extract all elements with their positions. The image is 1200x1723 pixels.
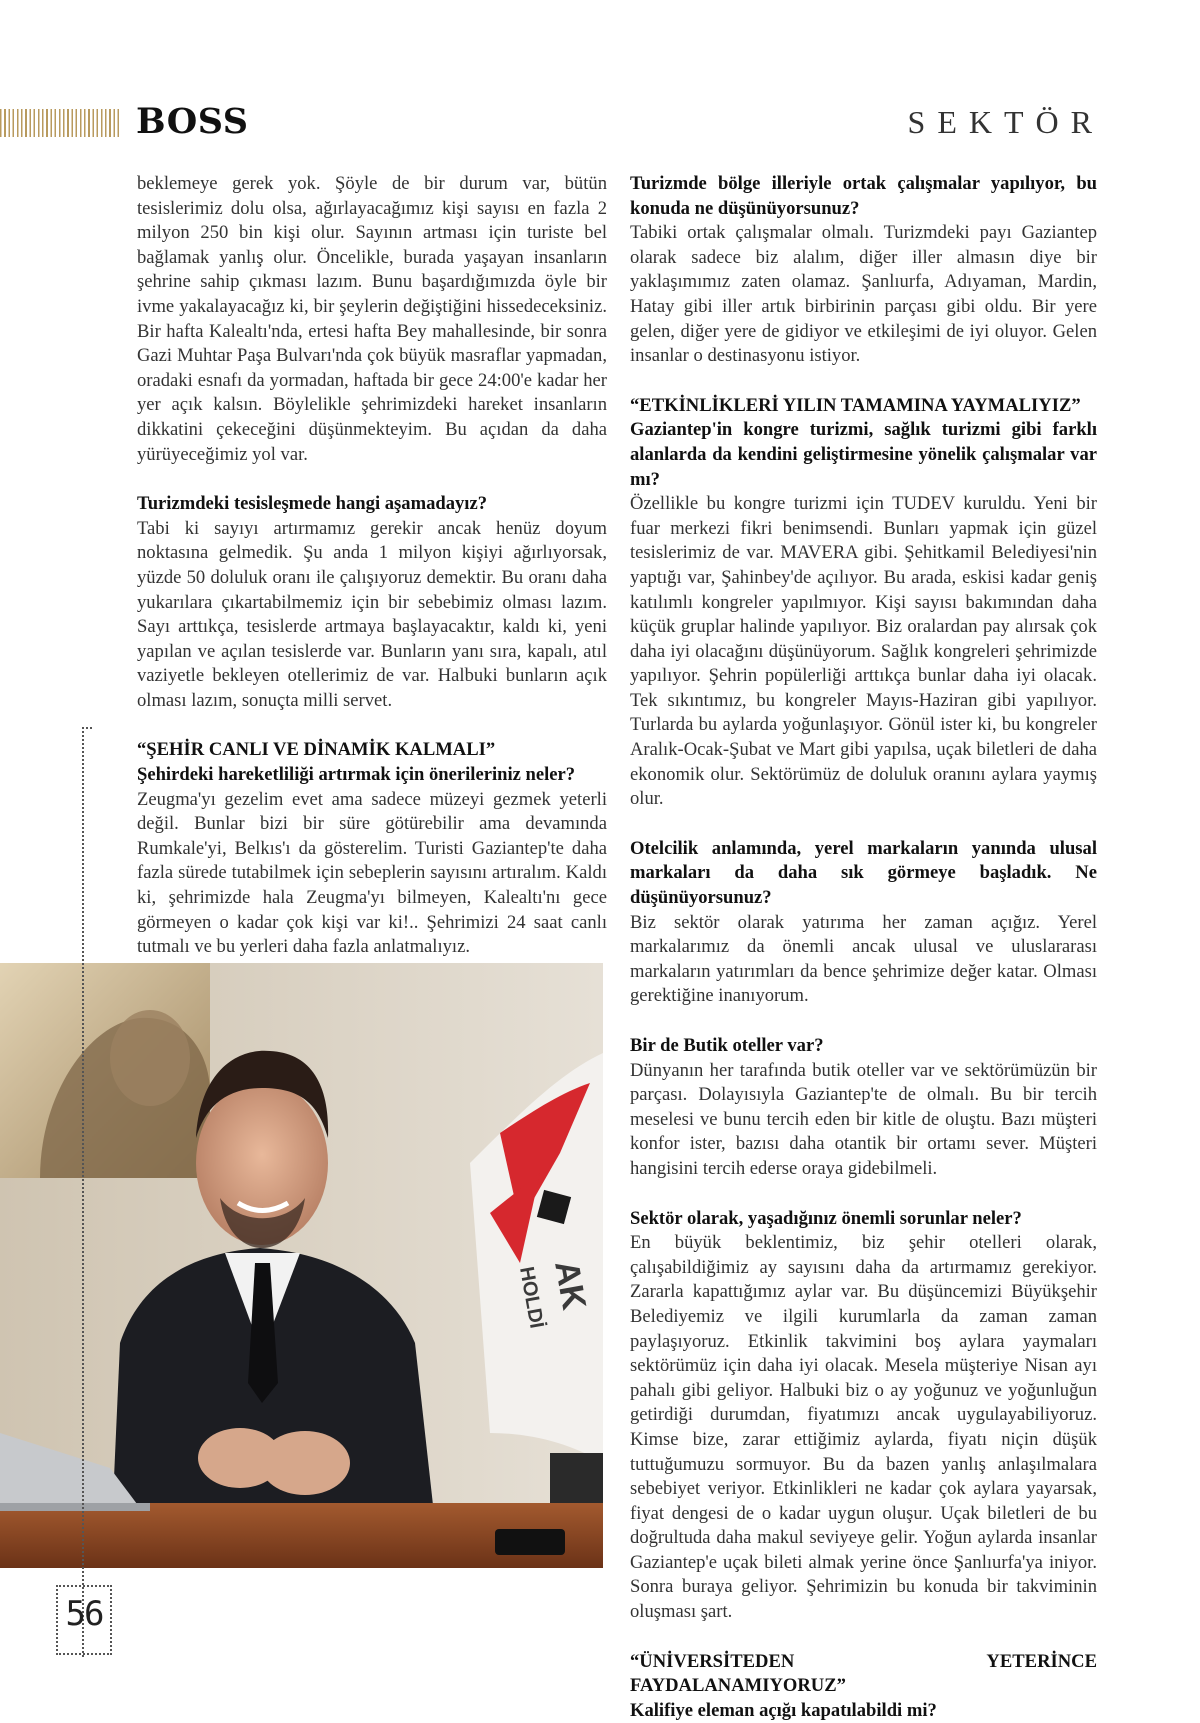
interview-question: “ÜNİVERSİTEDEN YETERİNCE FAYDALANAMIYORUZ” xyxy=(630,1650,1097,1697)
interview-answer: Dünyanın her tarafında butik oteller var ve sektörümüzün bir parçası. Dolayısıyla Gaziantep'te de olmalı. Bu bir tercih meselesi ve bunu tercih eden bir kitle de oluştu. Bazı müşteri konfor ister, bazısı daha otantik bir ortamı sever. Müşteri hangisini tercih ederse oraya gidebilmeli. xyxy=(630,1059,1097,1179)
interview-answer: Tabiki ortak çalışmalar olmalı. Turizmdeki payı Gaziantep olarak sadece biz alalım, diğer iller almasın diye bir yaklaşımımız zaten olamaz. Şanlıurfa, Adıyaman, Mardin, Hatay gibi iller artık birbirinin parçası gibi oldu. Bir yere gelen, diğer yere de gidiyor ve etkileşimi de iyi oluyor. Gelen insanlar o destinasyonu istiyor. xyxy=(630,222,1097,367)
header-decorative-lines xyxy=(0,109,122,137)
decorative-dotted-line xyxy=(82,727,84,1657)
flag-logo-subtext: HOLDİ xyxy=(515,1265,548,1331)
paragraph-gap xyxy=(137,713,607,738)
interview-question: Kalifiye eleman açığı kapatılabildi mi? xyxy=(630,1699,937,1721)
interview-answer: Özellikle bu kongre turizmi için TUDEV kuruldu. Yeni bir fuar merkezi fikri benimsendi. Bunları yapmak için güzel tesislerimiz de var. MAVERA gibi. Şehitkamil Belediyesi'nin yaptığı var, Şahinbey'de açılıyor. Bu arada, eskisi kadar geniş katılımlı kongreler yapılmıyor. Kişi sayısı bakımından daha küçük gruplar halinde yapılıyor. Biz oralardan pay alırsak çok daha iyi olacağını düşünüyorum. Sağlık kongreleri şehrimizde yapılıyor. Şehrin popülerliği arttıkça bunlar daha iyi olacak. Tek sıkıntımız, bu kongreler Mayıs-Haziran gibi yapılıyor. Turlarda bu aylarda yoğunlaşıyor. Gönül ister ki, bu kongreler Aralık-Ocak-Şubat ve Mart gibi yapılsa, uçak biletleri de daha ekonomik olur. Sektörümüz de doluluk oranını aylara yaymış olur. xyxy=(630,493,1097,810)
paragraph-gap xyxy=(630,1009,1097,1034)
interview-photo xyxy=(0,963,603,1568)
flag-logo-text: AK xyxy=(547,1257,594,1313)
interview-question: Gaziantep'in kongre turizmi, sağlık turizmi gibi farklı alanlarda da kendini geliştirmesine yönelik çalışmalar var mı? xyxy=(630,419,1097,490)
right-column xyxy=(630,172,1097,1723)
interview-question: “ŞEHİR CANLI VE DİNAMİK KALMALI” xyxy=(137,739,496,761)
interview-question: Sektör olarak, yaşadığınız önemli sorunlar neler? xyxy=(630,1207,1022,1229)
magazine-logo: BOSS xyxy=(136,101,249,142)
paragraph-gap xyxy=(630,1182,1097,1207)
interview-question: Şehirdeki hareketliliği artırmak için önerileriniz neler? xyxy=(137,764,576,786)
paragraph-gap xyxy=(630,812,1097,837)
page-number: 56 xyxy=(65,1594,103,1634)
interview-answer: beklemeye gerek yok. Şöyle de bir durum var, bütün tesislerimiz dolu olsa, ağırlayacağımız kişi sayısı en fazla 2 milyon 250 bin kişi olur. Sayının artması için turiste bel bağlamak yanlış olur. Öncelikle, burada yaşayan insanların şehrine sahip çıkması lazım. Bunu başardığımızda öyle bir ivme yakalayacağız ki, bir şeylerin değiştiğini hissedeceksiniz. Bir hafta Kalealtı'nda, ertesi hafta Bey mahallesinde, bir sonra Gazi Muhtar Paşa Bulvarı'nda çok büyük masraflar yapmadan, oradaki esnafı da yormadan, haftada bir gece 24:00'e kadar her yer açık kalsın. Böylelikle şehrimizdeki hareket insanların dikkatini çekeceğini düşünmekteyim. Bu açıdan da daha yürüyeceğimiz yol var. xyxy=(137,173,607,465)
interview-question: “ETKİNLİKLERİ YILIN TAMAMINA YAYMALIYIZ” xyxy=(630,394,1081,416)
interview-question: Turizmde bölge illeriyle ortak çalışmalar yapılıyor, bu konuda ne düşünüyorsunuz? xyxy=(630,173,1097,219)
paragraph-gap xyxy=(630,369,1097,394)
decorative-dotted-tick xyxy=(82,727,92,729)
interview-question: Bir de Butik oteller var? xyxy=(630,1035,824,1056)
paragraph-gap xyxy=(137,467,607,492)
left-column xyxy=(137,172,607,960)
interview-answer: Tabi ki sayıyı artırmamız gerekir ancak henüz doyum noktasına gelmedik. Şu anda 1 milyon kişiyi ağırlıyorsak, yüzde 50 doluluk oranı ile çalışıyoruz demektir. Bu oranı daha yukarılara çıkartabilmemiz için bir sebebimiz olması lazım. Sayı arttıkça, tesislerde artmaya başlayacaktır, kaldı ki, yeni yapılan ve açılan tesislerde var. Bunların yanı sıra, kapalı, atıl vaziyetle bekleyen otellerimiz de var. Halbuki bunların açık olması lazım, sonuçta milli servet. xyxy=(137,517,607,711)
interview-question: Otelcilik anlamında, yerel markaların yanında ulusal markaları da daha sık görmeye başladık. Ne düşünüyorsunuz? xyxy=(630,837,1097,909)
interview-question: Turizmdeki tesisleşmede hangi aşamadayız? xyxy=(137,493,488,515)
paragraph-gap xyxy=(630,1625,1097,1650)
interview-answer: Biz sektör olarak yatırıma her zaman açığız. Yerel markalarımız da önemli ancak ulusal ve uluslararası markaların yatırımları da bence şehrimize değer katar. Olması gerektiğine inanıyorum. xyxy=(630,911,1097,1007)
section-title: SEKTÖR xyxy=(907,104,1104,140)
interview-answer: En büyük beklentimiz, biz şehir otelleri olarak, çalışabildiğimiz ay sayısını daha da artırmamız gerekiyor. Zararla kapattığımız aylar var. Bu düşüncemizi Büyükşehir Belediyemiz ve ilgili kurumlarla da zaman zaman paylaşıyoruz. Etkinlik takvimini boş aylara yaymaları sektörümüz için daha iyi olacak. Mesela müşteriye Nisan ayı pahalı gibi geliyor. Halbuki biz o ay yoğunuz ve yoğunluğun getirdiği durumdan, fiyatımızı ancak uygulayabiliyoruz. Kimse bize, zarar ettiğimiz aylarda, fiyatı niçin düşük tuttuğumuzu sormuyor. Bu da bazen yanlış anlaşılmalara sebebiyet veriyor. Etkinlikleri ne kadar çok aylara yayarsak, fiyat dengesi de o kadar uygun oluşur. Uçak biletleri de bu doğrultuda daha makul seviyeye gelir. Yoğun aylarda insanlar Gaziantep'e uçak bileti almak yerine önce Şanlıurfa'ya iniyor. Sonra buraya geliyor. Şehrimizin bu konuda bir takviminin oluşması şart. xyxy=(630,1232,1097,1623)
interview-answer: Zeugma'yı gezelim evet ama sadece müzeyi gezmek yeterli değil. Bunlar bizi bir süre götürebilir ama devamında Rumkale'yi, Belkıs'ı da gösterelim. Turisti Gaziantep'te daha fazla sürede tutabilmek için sebeplerin sayısını artıralım. Kaldı ki, şehrimizde hala Zeugma'yı bilmeyen, Kalealtı'nı gece görmeyen o kadar çok kişi var ki!.. Şehrimizi 24 saat canlı tutmalı ve bu yerleri daha fazla anlatmalıyız. xyxy=(137,788,607,958)
